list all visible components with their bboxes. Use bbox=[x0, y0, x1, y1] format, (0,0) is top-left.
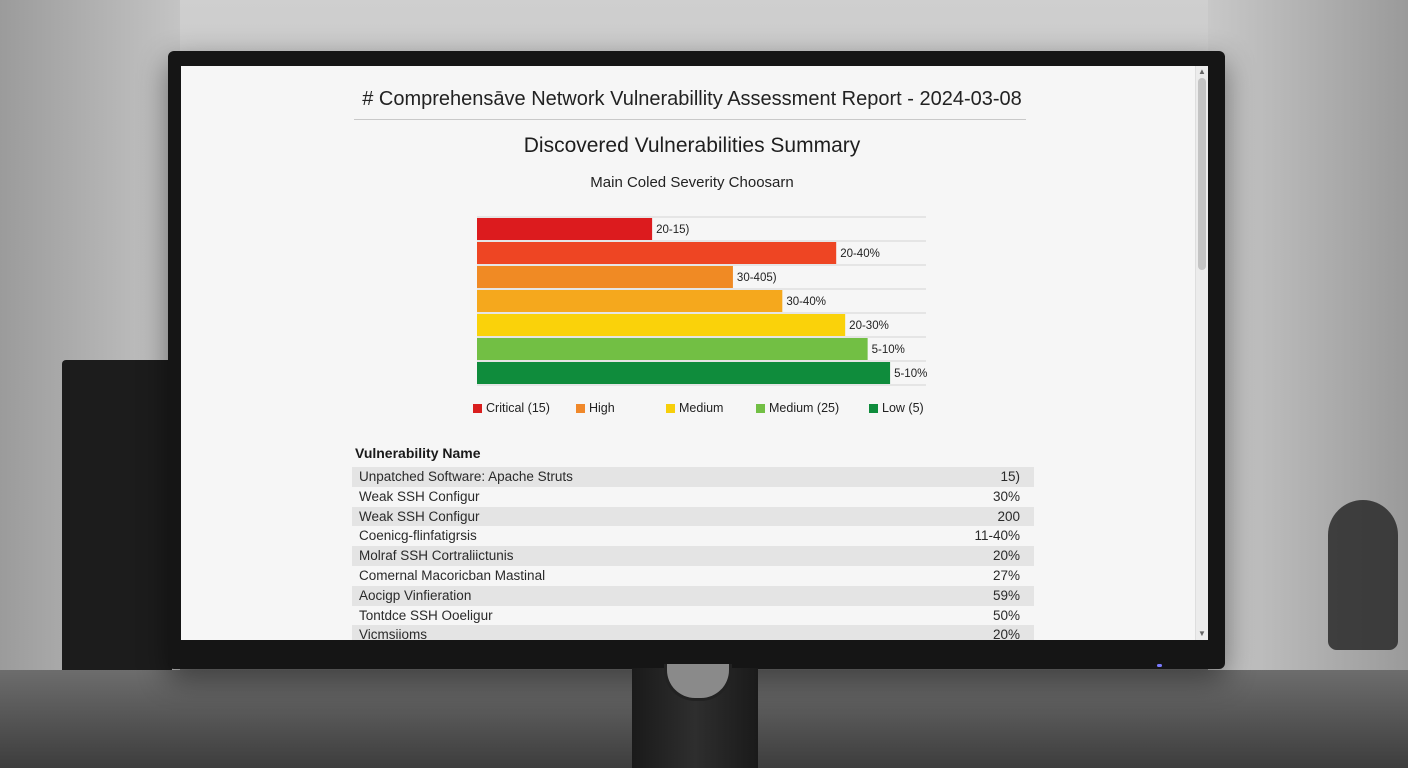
background-right bbox=[1208, 0, 1408, 768]
chart-bar bbox=[477, 290, 782, 312]
vertical-scrollbar[interactable] bbox=[1195, 66, 1208, 640]
vulnerability-name-cell: Unpatched Software: Apache Struts bbox=[359, 469, 573, 484]
chart-bar bbox=[477, 266, 733, 288]
table-row[interactable] bbox=[352, 526, 1034, 546]
background-lamp bbox=[1328, 500, 1398, 650]
chart-bar-label: 5-10% bbox=[871, 344, 905, 356]
legend-swatch bbox=[756, 404, 765, 413]
table-row[interactable] bbox=[352, 606, 1034, 626]
legend-label: Medium bbox=[679, 401, 724, 415]
vulnerability-value-cell: 20% bbox=[992, 548, 1020, 564]
report-title: # Comprehensāve Network Vulnerabillity Assessment Report - 2024-03-08 bbox=[362, 88, 1022, 110]
legend-label: High bbox=[589, 401, 615, 415]
table-header: Vulnerability Name bbox=[355, 445, 481, 461]
scrollbar-thumb[interactable] bbox=[1198, 78, 1206, 270]
chart-bar-label: 20-15) bbox=[656, 224, 690, 236]
table-row[interactable] bbox=[352, 507, 1034, 527]
vulnerability-name-cell: Coenicg-flinfatigrsis bbox=[359, 528, 477, 544]
vulnerability-value-cell: 59% bbox=[992, 587, 1020, 603]
chart-legend bbox=[473, 399, 933, 417]
section-title: Discovered Vulnerabilities Summary bbox=[523, 134, 861, 157]
chart-bar-label: 30-40% bbox=[786, 296, 826, 308]
legend-label: Critical (15) bbox=[486, 401, 550, 415]
vulnerability-name-cell: Weak SSH Configur bbox=[359, 488, 480, 504]
legend-item bbox=[576, 399, 615, 417]
chart-bar-label: 20-30% bbox=[849, 320, 889, 332]
chart-bar-label: 30-405) bbox=[736, 272, 777, 284]
table-row[interactable] bbox=[352, 625, 1034, 640]
scroll-up-arrow-icon[interactable]: ▲ bbox=[1198, 67, 1206, 76]
vulnerability-table bbox=[352, 467, 1034, 640]
vulnerability-value-cell: 200 bbox=[997, 508, 1020, 524]
monitor-screen bbox=[181, 66, 1208, 640]
title-divider bbox=[354, 119, 1026, 120]
vulnerability-value-cell: 15) bbox=[1000, 469, 1020, 484]
legend-swatch bbox=[576, 404, 585, 413]
vulnerability-name-cell: Molraf SSH Cortraliictunis bbox=[359, 548, 514, 564]
legend-swatch bbox=[666, 404, 675, 413]
legend-swatch bbox=[473, 404, 482, 413]
vulnerability-value-cell: 11-40% bbox=[974, 528, 1020, 544]
vulnerability-name-cell: Weak SSH Configur bbox=[359, 508, 480, 524]
table-row[interactable] bbox=[352, 487, 1034, 507]
vulnerability-name-cell: Aocigp Vinfieration bbox=[359, 587, 472, 603]
chart-bar-label: 20-40% bbox=[840, 248, 880, 260]
vulnerability-value-cell: 27% bbox=[992, 567, 1020, 583]
table-row[interactable] bbox=[352, 566, 1034, 586]
vulnerability-value-cell: 20% bbox=[992, 627, 1020, 640]
report-document bbox=[181, 66, 1196, 640]
legend-item bbox=[473, 399, 550, 417]
legend-item bbox=[666, 399, 723, 417]
table-row[interactable] bbox=[352, 586, 1034, 606]
chart-title: Main Coled Severity Choosarn bbox=[590, 174, 794, 191]
vulnerability-value-cell: 30% bbox=[992, 488, 1020, 504]
chart-bar bbox=[477, 338, 868, 360]
table-row[interactable] bbox=[352, 467, 1034, 487]
chart-bar bbox=[477, 242, 836, 264]
chart-bar bbox=[477, 218, 652, 240]
legend-item bbox=[756, 399, 839, 417]
vulnerability-value-cell: 50% bbox=[992, 607, 1020, 623]
scroll-down-arrow-icon[interactable]: ▼ bbox=[1198, 629, 1206, 638]
chart-bar bbox=[477, 314, 845, 336]
legend-item bbox=[869, 399, 924, 417]
legend-label: Low (5) bbox=[882, 401, 924, 415]
chart-bar-label: 5-10% bbox=[894, 368, 928, 380]
severity-bar-chart bbox=[466, 212, 946, 390]
chart-bar bbox=[477, 362, 890, 384]
vulnerability-name-cell: Vicmsiioms bbox=[359, 627, 428, 640]
table-row[interactable] bbox=[352, 546, 1034, 566]
legend-label: Medium (25) bbox=[769, 401, 840, 415]
vulnerability-name-cell: Tontdce SSH Ooeligur bbox=[359, 607, 493, 623]
power-led-icon bbox=[1157, 664, 1162, 667]
vulnerability-name-cell: Comernal Macoricban Mastinal bbox=[359, 567, 546, 583]
legend-swatch bbox=[869, 404, 878, 413]
